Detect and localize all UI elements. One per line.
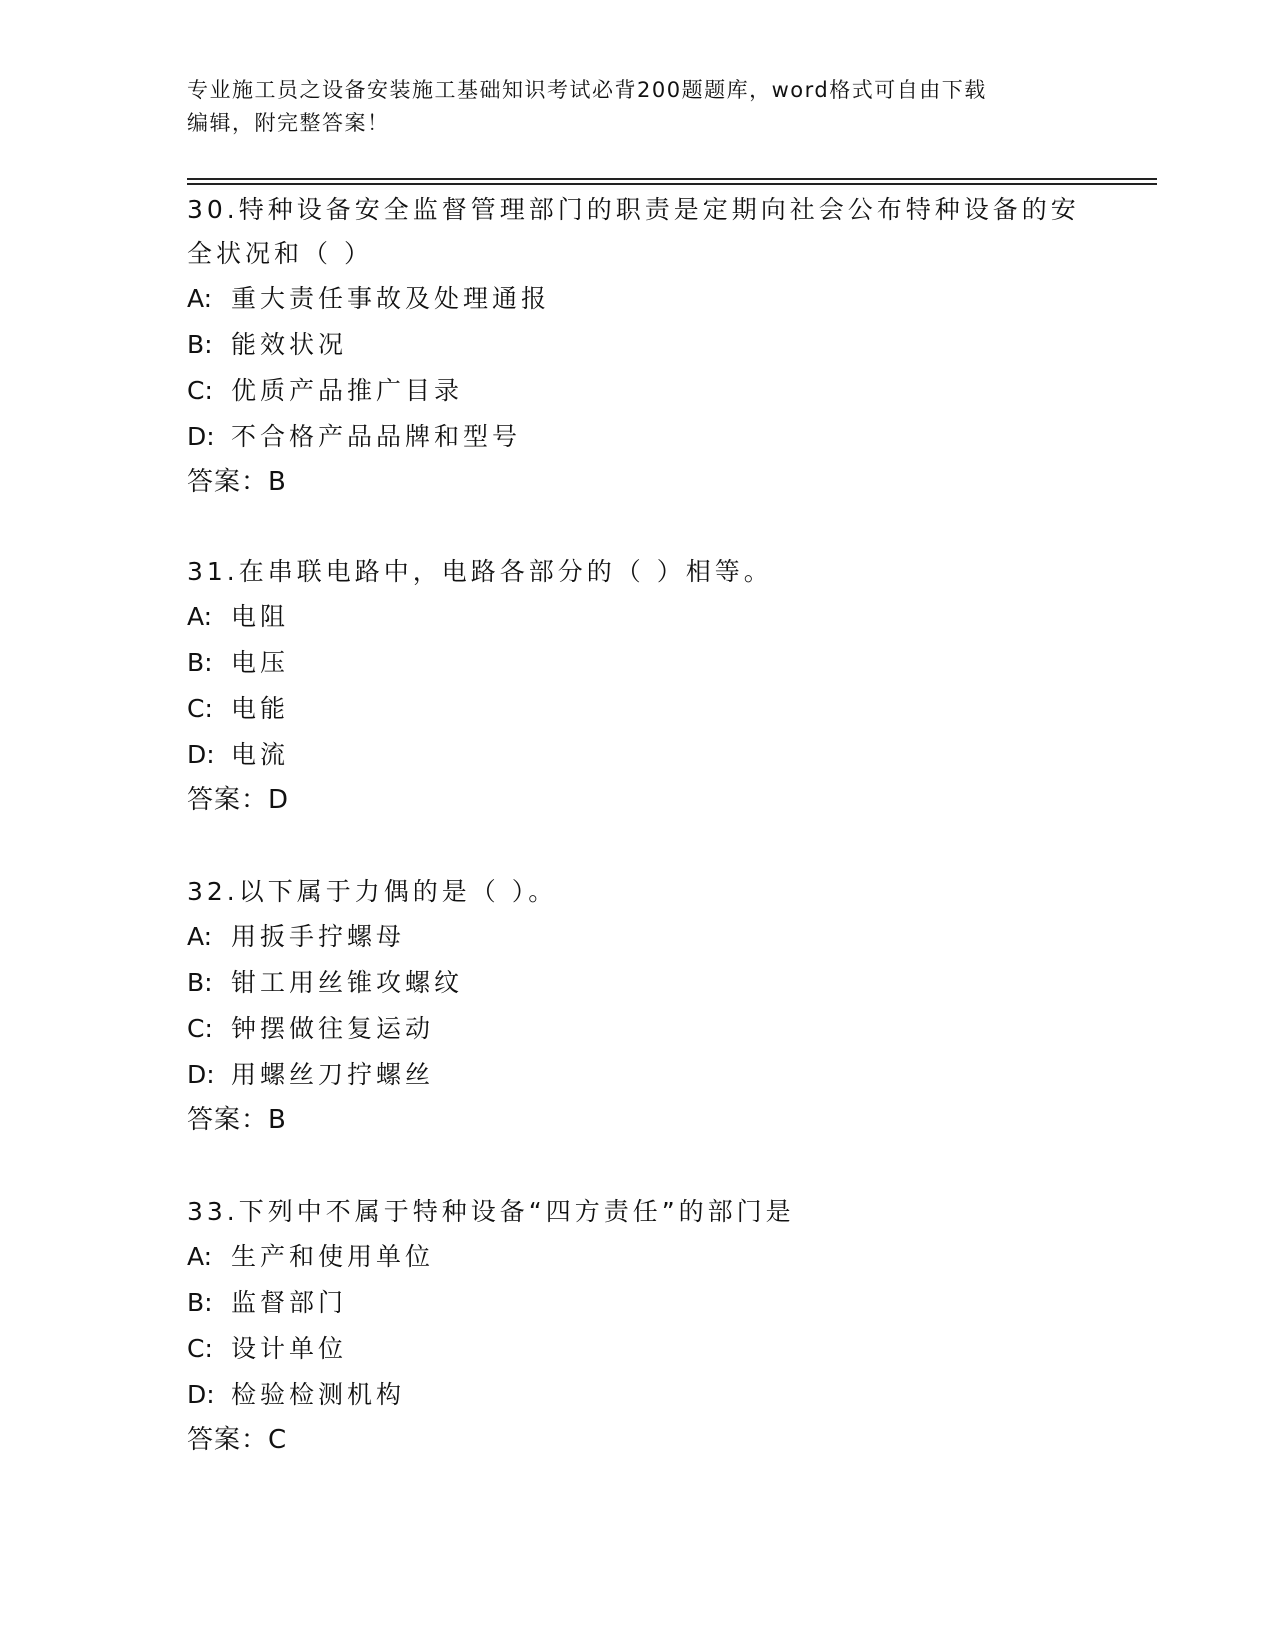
- option-text: 生产和使用单位: [231, 1242, 435, 1271]
- option-key: A:: [187, 922, 213, 951]
- question-stem-line-1: 33.下列中不属于特种设备“四方责任”的部门是: [187, 1197, 795, 1226]
- option-text: 能效状况: [231, 330, 348, 359]
- option-key: D:: [187, 1060, 215, 1089]
- option-text: 监督部门: [231, 1288, 348, 1317]
- option-a: [187, 914, 1087, 960]
- option-d: [187, 414, 1087, 460]
- option-text: 不合格产品品牌和型号: [231, 422, 522, 451]
- question-stem: [187, 870, 1087, 914]
- question-31: [187, 550, 1087, 822]
- header-divider-top: [187, 178, 1157, 180]
- option-c: [187, 1326, 1087, 1372]
- option-text: 电流: [231, 740, 290, 769]
- option-text: 优质产品推广目录: [231, 376, 464, 405]
- question-stem-line-2: 全状况和（ ）: [187, 239, 373, 268]
- header-divider-bottom: [187, 183, 1157, 185]
- answer: 答案：B: [187, 1105, 287, 1135]
- option-text: 用螺丝刀拧螺丝: [231, 1060, 435, 1089]
- option-d: [187, 1372, 1087, 1418]
- option-key: B:: [187, 1288, 213, 1317]
- option-key: C:: [187, 376, 213, 405]
- option-key: D:: [187, 740, 215, 769]
- option-c: [187, 686, 1087, 732]
- option-a: [187, 276, 1087, 322]
- header-line-2: 编辑，附完整答案！: [187, 111, 390, 135]
- option-b: [187, 960, 1087, 1006]
- option-list: [187, 914, 1087, 1098]
- option-key: C:: [187, 1014, 213, 1043]
- option-key: A:: [187, 602, 213, 631]
- option-text: 重大责任事故及处理通报: [231, 284, 551, 313]
- option-b: [187, 322, 1087, 368]
- question-stem-line-1: 31.在串联电路中，电路各部分的（ ）相等。: [187, 557, 773, 586]
- option-text: 设计单位: [231, 1334, 348, 1363]
- option-list: [187, 276, 1087, 460]
- document-header: [187, 74, 1087, 140]
- option-key: C:: [187, 1334, 213, 1363]
- option-key: C:: [187, 694, 213, 723]
- option-c: [187, 368, 1087, 414]
- option-key: D:: [187, 422, 215, 451]
- answer: 答案：B: [187, 467, 287, 497]
- option-list: [187, 594, 1087, 778]
- option-c: [187, 1006, 1087, 1052]
- question-32: [187, 870, 1087, 1142]
- question-33: [187, 1190, 1087, 1462]
- question-stem-line-1: 32.以下属于力偶的是（ ）。: [187, 877, 558, 906]
- option-text: 用扳手拧螺母: [231, 922, 406, 951]
- option-a: [187, 594, 1087, 640]
- option-text: 电阻: [231, 602, 290, 631]
- option-list: [187, 1234, 1087, 1418]
- answer: 答案：C: [187, 1425, 288, 1455]
- question-stem-line-1: 30.特种设备安全监督管理部门的职责是定期向社会公布特种设备的安: [187, 195, 1080, 224]
- option-key: A:: [187, 1242, 213, 1271]
- option-b: [187, 1280, 1087, 1326]
- option-key: B:: [187, 330, 213, 359]
- header-line-1: 专业施工员之设备安装施工基础知识考试必背200题题库，word格式可自由下载: [187, 78, 987, 102]
- option-key: A:: [187, 284, 213, 313]
- option-key: B:: [187, 968, 213, 997]
- option-key: B:: [187, 648, 213, 677]
- option-text: 检验检测机构: [231, 1380, 406, 1409]
- question-30: [187, 188, 1087, 504]
- option-text: 电能: [231, 694, 290, 723]
- option-text: 钟摆做往复运动: [231, 1014, 435, 1043]
- question-stem: [187, 1190, 1087, 1234]
- answer: 答案：D: [187, 785, 290, 815]
- option-b: [187, 640, 1087, 686]
- option-key: D:: [187, 1380, 215, 1409]
- option-a: [187, 1234, 1087, 1280]
- question-stem: [187, 188, 1087, 276]
- option-text: 钳工用丝锥攻螺纹: [231, 968, 464, 997]
- option-d: [187, 1052, 1087, 1098]
- option-d: [187, 732, 1087, 778]
- question-stem: [187, 550, 1087, 594]
- option-text: 电压: [231, 648, 290, 677]
